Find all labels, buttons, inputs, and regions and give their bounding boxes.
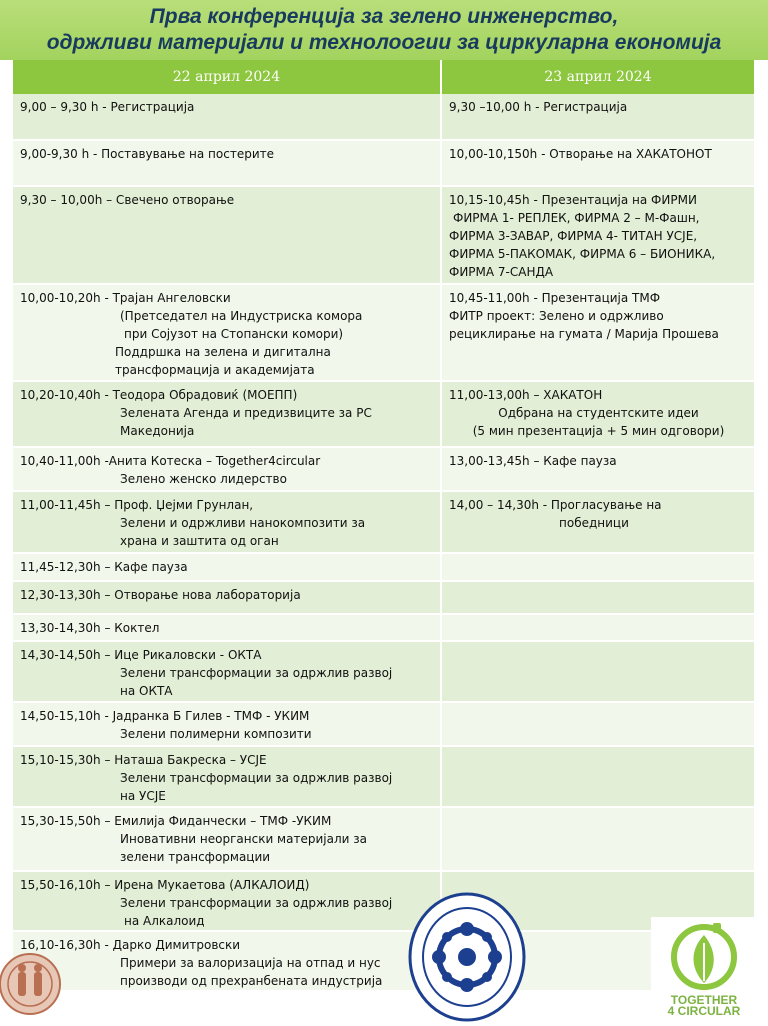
schedule-line: ФИРМА 5-ПАКОМАК, ФИРМА 6 – БИОНИКА, (449, 247, 716, 261)
schedule-line: 11,00-13,00h – ХАКАТОН (449, 388, 603, 402)
schedule-line: 14,00 – 14,30h - Прогласување на (449, 498, 662, 512)
schedule-line: 15,50-16,10h – Ирена Мукаетова (АЛКАЛОИД) (20, 878, 310, 892)
day-1-cell (13, 553, 441, 581)
table-row (13, 614, 755, 641)
schedule-line: 10,00-10,20h - Трајан Ангеловски (20, 291, 231, 305)
table-header-row (13, 60, 755, 94)
day-2-cell (441, 614, 755, 641)
schedule-line: Зелени полимерни композити (120, 727, 312, 741)
day-1-cell (13, 614, 441, 641)
day-2-cell (441, 746, 755, 807)
schedule-line: 10,20-10,40h - Теодора Обрадовиќ (МОЕПП) (20, 388, 298, 402)
table-row (13, 871, 755, 931)
table-row (13, 140, 755, 186)
day-2-cell (441, 553, 755, 581)
schedule-line: храна и заштита од оган (120, 534, 279, 548)
day-1-cell (13, 284, 441, 381)
header-banner (0, 0, 768, 60)
schedule-line: 10,00-10,150h - Отворање на ХАКАТОНОТ (449, 147, 712, 161)
day-1-cell (13, 807, 441, 871)
day-2-cell (441, 491, 755, 553)
schedule-line: Зелени и одржливи нанокомпозити за (120, 516, 366, 530)
schedule-line: 10,45-11,00h - Презентација ТМФ (449, 291, 661, 305)
schedule-line: 10,15-10,45h - Презентација на ФИРМИ (449, 193, 697, 207)
day-1-cell (13, 381, 441, 447)
schedule-line: производи од прехранбената индустрија (120, 974, 383, 988)
day-2-cell (441, 581, 755, 614)
day-1-cell (13, 871, 441, 931)
schedule-line: 13,00-13,45h – Кафе пауза (449, 454, 617, 468)
table-row (13, 553, 755, 581)
schedule-line: 13,30-14,30h – Коктел (20, 621, 160, 635)
schedule-line: 9,30 – 10,00h – Свечено отворање (20, 193, 235, 207)
schedule-line: на УСЈЕ (120, 789, 166, 803)
together4circular-logo-text: TOGETHER 4 CIRCULAR (667, 993, 741, 1018)
day-2-cell (441, 447, 755, 491)
schedule-line: 14,30-14,50h – Ице Рикаловски - ОКТА (20, 648, 262, 662)
day-1-cell (13, 702, 441, 746)
schedule-line: ФИТР проект: Зелено и одржливо (449, 309, 664, 323)
day-2-cell (441, 94, 755, 140)
column-header-day-1: 22 април 2024 (13, 60, 441, 94)
day-1-cell (13, 140, 441, 186)
table-row (13, 931, 755, 991)
schedule-line: Зелената Агенда и предизвиците за РС (120, 406, 372, 420)
schedule-line: зелени трансформации (120, 850, 271, 864)
schedule-line: при Сојузот на Стопански комори) (124, 327, 344, 341)
schedule-line: 14,50-15,10h - Јадранка Б Гилев - ТМФ - УКИМ (20, 709, 310, 723)
schedule-line: Македонија (120, 424, 195, 438)
table-row (13, 186, 755, 284)
schedule-line: 15,10-15,30h – Наташа Бакреска – УСЈЕ (20, 753, 267, 767)
schedule-line: победници (559, 516, 629, 530)
day-1-cell (13, 186, 441, 284)
schedule-line: на ОКТА (120, 684, 173, 698)
schedule-line: ФИРМА 3-ЗАВАР, ФИРМА 4- ТИТАН УСЈЕ, (449, 229, 698, 243)
day-2-cell (441, 186, 755, 284)
table-row (13, 284, 755, 381)
schedule-line: Зелени трансформации за одржлив развој (120, 771, 393, 785)
schedule-line: Иновативни неоргански материјали за (120, 832, 367, 846)
table-row (13, 702, 755, 746)
schedule-line: ФИРМА 1- РЕПЛЕК, ФИРМА 2 – М-Фашн, (453, 211, 700, 225)
schedule-line: 15,30-15,50h – Емилија Фиданчески – ТМФ -УКИМ (20, 814, 332, 828)
schedule-line: 11,45-12,30h – Кафе пауза (20, 560, 188, 574)
faculty-emblem-icon (408, 892, 526, 1022)
day-2-cell (441, 140, 755, 186)
schedule-line: 11,00-11,45h – Проф. Џејми Грунлан, (20, 498, 254, 512)
schedule-line: Поддршка на зелена и дигитална (115, 345, 331, 359)
schedule-line: ФИРМА 7-САНДА (449, 265, 554, 279)
day-1-cell (13, 931, 441, 991)
schedule-line: 10,40-11,00h -Анита Котеска – Together4circular (20, 454, 321, 468)
schedule-line: Зелени трансформации за одржлив развој (120, 666, 393, 680)
table-row (13, 94, 755, 140)
schedule-line: трансформација и академијата (115, 363, 315, 377)
schedule-line: на Алкалоид (124, 914, 205, 928)
day-1-cell (13, 491, 441, 553)
column-header-day-2: 23 април 2024 (441, 60, 755, 94)
schedule-line: рециклирање на гумата / Марија Прошева (449, 327, 719, 341)
schedule-table (13, 60, 756, 992)
schedule-line: (5 мин презентација + 5 мин одговори) (472, 424, 725, 438)
schedule-line: 16,10-16,30h - Дарко Димитровски (20, 938, 241, 952)
day-2-cell (441, 381, 755, 447)
schedule-line: (Претседател на Индустриска комора (120, 309, 363, 323)
title-line-2: одржливи материјали и технолоогии за циркуларна економија (46, 31, 722, 54)
day-1-cell (13, 641, 441, 702)
day-2-cell (441, 807, 755, 871)
day-1-cell (13, 581, 441, 614)
day-1-cell (13, 447, 441, 491)
day-2-cell (441, 641, 755, 702)
schedule-line: 9,30 –10,00 h - Регистрација (449, 100, 628, 114)
day-2-cell (441, 284, 755, 381)
schedule-line: Зелено женско лидерство (120, 472, 287, 486)
day-1-cell (13, 746, 441, 807)
title-line-1: Прва конференција за зелено инженерство, (149, 5, 619, 28)
schedule-line: Зелени трансформации за одржлив развој (120, 896, 393, 910)
table-row (13, 447, 755, 491)
table-row (13, 746, 755, 807)
table-row (13, 381, 755, 447)
page-title (0, 4, 768, 56)
table-row (13, 581, 755, 614)
schedule-line: 12,30-13,30h – Отворање нова лабораторија (20, 588, 301, 602)
schedule-line: 9,00-9,30 h - Поставување на постерите (20, 147, 274, 161)
schedule-line: 9,00 – 9,30 h - Регистрација (20, 100, 195, 114)
day-1-cell (13, 94, 441, 140)
table-row (13, 491, 755, 553)
university-seal-icon (0, 946, 64, 1016)
day-2-cell (441, 702, 755, 746)
table-row (13, 641, 755, 702)
together4circular-logo-icon (651, 917, 757, 1021)
schedule-line: Примери за валоризација на отпад и нус (120, 956, 381, 970)
table-row (13, 807, 755, 871)
schedule-line: Одбрана на студентските идеи (498, 406, 699, 420)
